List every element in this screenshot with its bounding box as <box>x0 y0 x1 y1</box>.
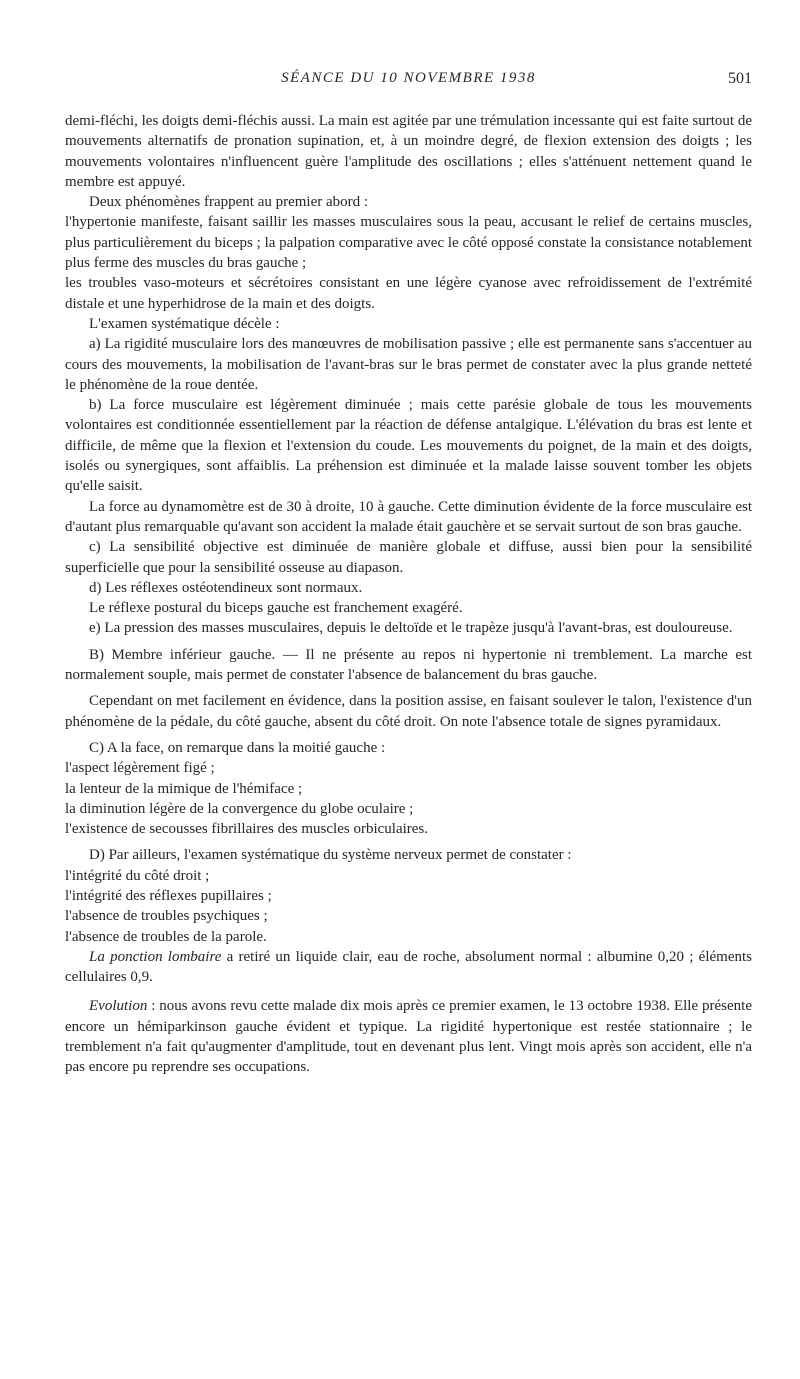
paragraph: l'hypertonie manifeste, faisant saillir les masses musculaires sous la peau, accusant le relief de certains muscles, plus particulièrement du biceps ; la palpation comparative avec le côté opposé constate la consistance notablement plus ferme des muscles du bras gauche ; <box>65 214 752 272</box>
paragraph: les troubles vaso-moteurs et sécrétoires consistant en une légère cyanose avec refroidissement de l'extrémité distale et une hyperhidrose de la main et des doigts. <box>65 275 752 312</box>
page-number: 501 <box>728 70 752 87</box>
lead-italic: La ponction lombaire <box>89 948 222 965</box>
running-title: SÉANCE DU 10 NOVEMBRE 1938 <box>281 70 536 86</box>
list-item: l'existence de secousses fibrillaires des muscles orbiculaires. <box>65 821 429 838</box>
paragraph <box>65 947 752 988</box>
paragraph: c) La sensibilité objective est diminuée de manière globale et diffuse, aussi bien pour la sensibilité superficielle que pour la sensibilité osseuse au diapason. <box>65 539 752 576</box>
paragraph-text: : nous avons revu cette malade dix mois après ce premier examen, le 13 octobre 1938. Elle présente encore un hémiparkinson gauche évident et typique. La rigidité hypertonique est restée stationnaire ; le tremblement n'a fait qu'augmenter d'amplitude, tout en devenant plus lent. Vingt mois après son accident, elle n'a pas encore pu reprendre ses occupations. <box>65 998 752 1076</box>
list-item: la lenteur de la mimique de l'hémiface ; <box>65 780 303 797</box>
list-item: l'intégrité des réflexes pupillaires ; <box>65 887 272 904</box>
paragraph: Deux phénomènes frappent au premier abord : <box>89 194 369 211</box>
paragraph: demi-fléchi, les doigts demi-fléchis aussi. La main est agitée par une trémulation incessante qui est faite surtout de mouvements alternatifs de pronation supination, et, à un moindre degré, de flexion extension des doigts ; les mouvements volontaires n'influencent guère l'amplitude des oscillations ; elles s'atténuent nettement quand le membre est appuyé. <box>65 113 752 190</box>
paragraph-text: a retiré un liquide clair, eau de roche, absolument normal : albumine 0,20 ; éléments cellulaires 0,9. <box>65 948 752 986</box>
paragraph: b) La force musculaire est légèrement diminuée ; mais cette parésie globale de tous les mouvements volontaires est conditionnée essentiellement par la réaction de défense antalgique. L'élévation du bras est lente et difficile, de même que la flexion et l'extension du coude. Les mouvements du poignet, de la main et des doigts, isolés ou synergiques, sont affaiblis. La préhension est diminuée et la malade laisse souvent tomber les objets qu'elle saisit. <box>65 397 752 495</box>
paragraph: d) Les réflexes ostéotendineux sont normaux. <box>89 579 363 596</box>
paragraph: a) La rigidité musculaire lors des manœuvres de mobilisation passive ; elle est permanente sans s'accentuer au cours des mouvements, la mobilisation de l'avant-bras sur le bras permet de constater avec la plus grande netteté le phénomène de la roue dentée. <box>65 336 752 393</box>
list-item: la diminution légère de la convergence du globe oculaire ; <box>65 800 414 817</box>
list-item: l'intégrité du côté droit ; <box>65 867 210 884</box>
paragraph: Cependant on met facilement en évidence, dans la position assise, en faisant soulever le talon, l'existence d'un phénomène de la pédale, du côté gauche, absent du côté droit. On note l'absence totale de signes pyramidaux. <box>65 693 752 730</box>
lead-italic: Evolution <box>89 998 148 1015</box>
paragraph: Le réflexe postural du biceps gauche est franchement exagéré. <box>89 600 463 617</box>
paragraph <box>65 996 752 1077</box>
paragraph: C) A la face, on remarque dans la moitié gauche : <box>89 739 386 756</box>
list-item: l'absence de troubles psychiques ; <box>65 908 268 925</box>
list-item: l'absence de troubles de la parole. <box>65 928 267 945</box>
paragraph: e) La pression des masses musculaires, depuis le deltoïde et le trapèze jusqu'à l'avant-bras, est douloureuse. <box>89 620 733 637</box>
running-header <box>65 70 752 94</box>
body-text <box>65 111 752 1078</box>
list-item: l'aspect légèrement figé ; <box>65 760 215 777</box>
paragraph: D) Par ailleurs, l'examen systématique du système nerveux permet de constater : <box>89 847 572 864</box>
paragraph: L'examen systématique décèle : <box>89 315 280 332</box>
paragraph: B) Membre inférieur gauche. — Il ne présente au repos ni hypertonie ni tremblement. La marche est normalement souple, mais permet de constater l'absence de balancement du bras gauche. <box>65 646 752 684</box>
paragraph: La force au dynamomètre est de 30 à droite, 10 à gauche. Cette diminution évidente de la force musculaire est d'autant plus remarquable qu'avant son accident la malade était gauchère et se servait surtout de son bras gauche. <box>65 498 752 535</box>
